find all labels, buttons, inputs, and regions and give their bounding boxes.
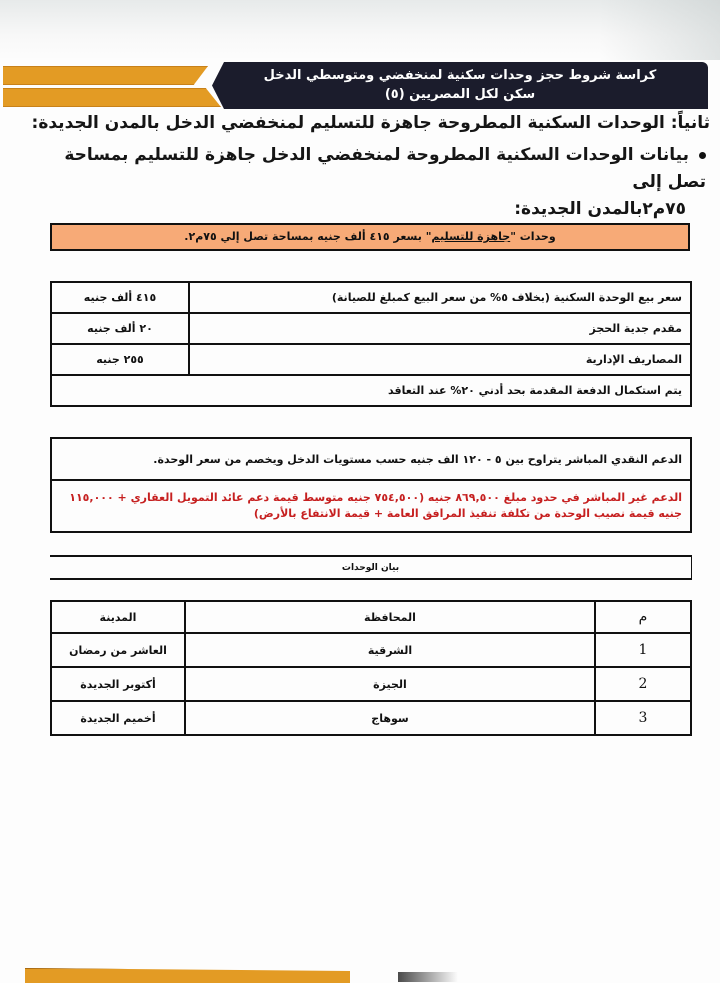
bullet-line2: ٧٥م٢بالمدن الجديدة: [514, 199, 686, 219]
header-title [230, 66, 690, 104]
table-row [51, 633, 691, 667]
row-city: أخميم الجديدة [51, 701, 185, 735]
deposit-label: مقدم جدية الحجز [189, 313, 691, 344]
table-row [51, 344, 691, 375]
document-header [0, 62, 720, 110]
table-row [51, 480, 691, 532]
admin-fees-value: ٢٥٥ جنيه [51, 344, 189, 375]
note-underlined: جاهزة للتسليم [431, 230, 511, 243]
footer-stripe [25, 968, 350, 983]
header-city: المدينة [51, 601, 185, 633]
note-suffix: " بسعر ٤١٥ ألف جنيه بمساحة تصل إلي ٧٥م٢. [184, 230, 432, 243]
row-city: أكتوبر الجديدة [51, 667, 185, 701]
note-prefix: وحدات " [510, 230, 556, 243]
header-stripe-top [3, 66, 208, 85]
row-governorate: سوهاج [185, 701, 595, 735]
direct-support-text: الدعم النقدي المباشر يتراوح بين ٥ - ١٢٠ الف جنيه حسب مستويات الدخل ويخصم من سعر الوحدة. [51, 438, 691, 480]
table-header-row [51, 601, 691, 633]
table-row [51, 282, 691, 313]
ready-units-note [50, 223, 690, 251]
bullet-line1: بيانات الوحدات السكنية المطروحة لمنخفضي الدخل جاهزة للتسليم بمساحة تصل إلى [64, 145, 706, 192]
header-num: م [595, 601, 691, 633]
units-title: بيان الوحدات [50, 555, 692, 580]
price-label: سعر بيع الوحدة السكنية (بخلاف ٥% من سعر البيع كمبلغ للصيانة) [189, 282, 691, 313]
admin-fees-label: المصاريف الإدارية [189, 344, 691, 375]
table-row [51, 375, 691, 406]
footer-dark-band [398, 972, 458, 982]
bullet-item [26, 142, 706, 223]
indirect-support-text: الدعم غير المباشر في حدود مبلغ ٨٦٩,٥٠٠ جنيه (٧٥٤,٥٠٠ جنيه متوسط قيمة دعم عائد التمويل العقاري + ١١٥,٠٠٠ جنيه قيمة نصيب الوحدة من تكلفة تنفيذ المرافق العامة + قيمة الانتفاع بالأرض) [51, 480, 691, 532]
row-city: العاشر من رمضان [51, 633, 185, 667]
header-stripe-bottom [3, 88, 221, 107]
section-heading: ثانياً: الوحدات السكنية المطروحة جاهزة للتسليم لمنخفضي الدخل بالمدن الجديدة: [31, 113, 710, 133]
support-table [50, 437, 692, 533]
row-num: 2 [595, 667, 691, 701]
price-table [50, 281, 692, 407]
row-num: 3 [595, 701, 691, 735]
table-row [51, 667, 691, 701]
page-edge-shadow [600, 0, 720, 60]
down-payment-note: يتم استكمال الدفعة المقدمة بحد أدني ٢٠% عند التعاقد [51, 375, 691, 406]
deposit-value: ٢٠ ألف جنيه [51, 313, 189, 344]
table-row [51, 438, 691, 480]
table-row [51, 701, 691, 735]
units-table [50, 600, 692, 736]
row-governorate: الشرقية [185, 633, 595, 667]
row-num: 1 [595, 633, 691, 667]
header-title-line1: كراسة شروط حجز وحدات سكنية لمنخفضي ومتوسطي الدخل [263, 68, 657, 83]
header-title-line2: سكن لكل المصريين (٥) [384, 87, 536, 102]
row-governorate: الجيزة [185, 667, 595, 701]
price-value: ٤١٥ ألف جنيه [51, 282, 189, 313]
header-governorate: المحافظة [185, 601, 595, 633]
bullet-icon [699, 152, 706, 159]
table-row [51, 313, 691, 344]
